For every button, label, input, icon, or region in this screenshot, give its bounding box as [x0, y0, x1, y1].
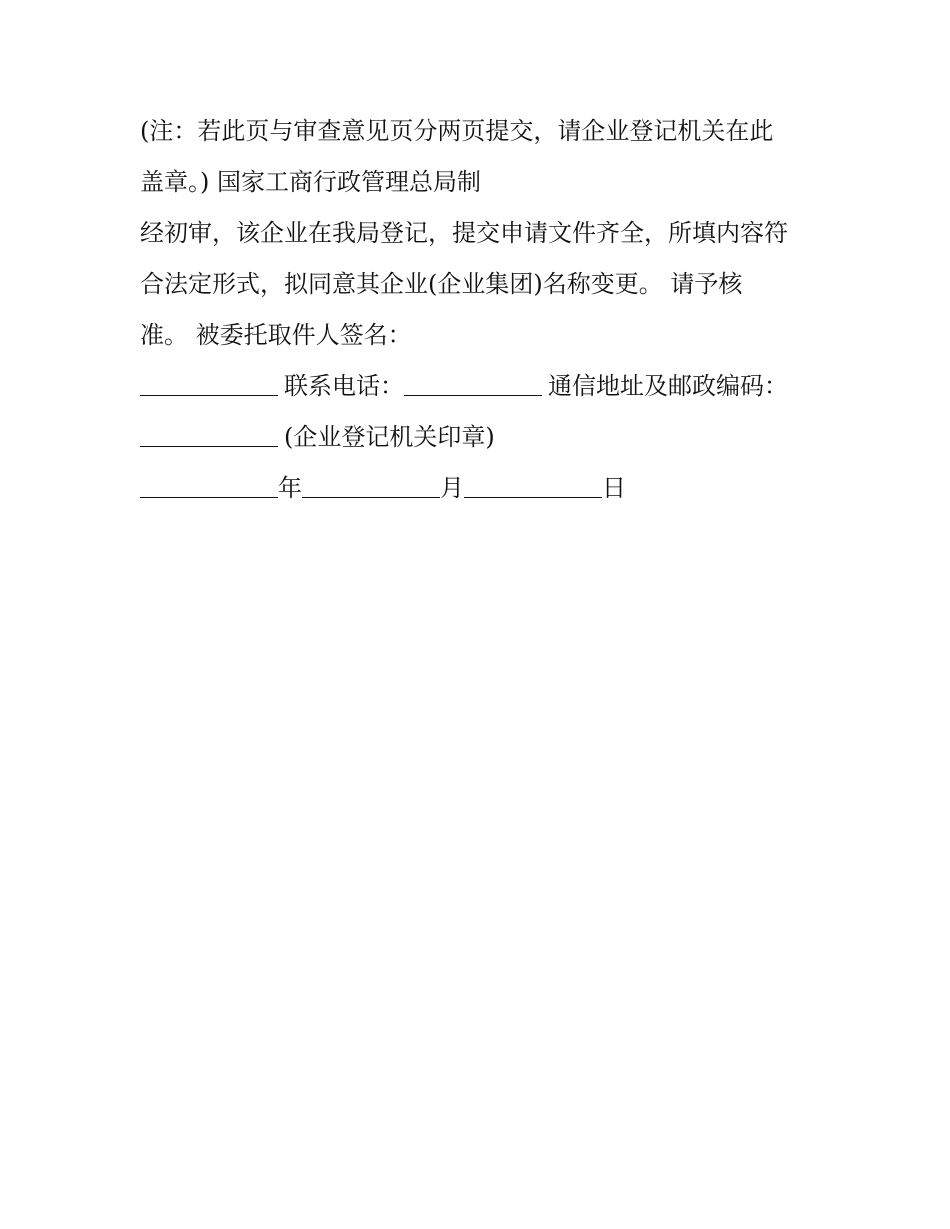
- contact-phone-label: 联系电话：: [284, 372, 404, 400]
- document-body: [140, 106, 830, 514]
- month-label: 月: [440, 474, 464, 502]
- seal-label: (企业登记机关印章): [284, 423, 495, 451]
- day-blank[interactable]: [464, 467, 602, 498]
- review-line-1: 经初审，该企业在我局登记，提交申请文件齐全，所填内容符: [140, 219, 788, 247]
- review-line-2: 合法定形式，拟同意其企业(企业集团)名称变更。 请予核: [140, 270, 743, 298]
- month-blank[interactable]: [302, 467, 440, 498]
- phone-blank[interactable]: [404, 365, 542, 396]
- seal-line: [140, 412, 830, 463]
- address-blank[interactable]: [140, 416, 278, 447]
- signature-blank[interactable]: [140, 365, 278, 396]
- review-line-3: 准。 被委托取件人签名：: [140, 321, 412, 349]
- contact-line: [140, 361, 830, 412]
- year-blank[interactable]: [140, 467, 278, 498]
- note-line-1: (注：若此页与审查意见页分两页提交，请企业登记机关在此: [140, 117, 774, 145]
- year-label: 年: [278, 474, 302, 502]
- address-label: 通信地址及邮政编码：: [548, 372, 788, 400]
- note-line-2: 盖章。) 国家工商行政管理总局制: [140, 168, 481, 196]
- date-line: [140, 463, 830, 514]
- day-label: 日: [602, 474, 626, 502]
